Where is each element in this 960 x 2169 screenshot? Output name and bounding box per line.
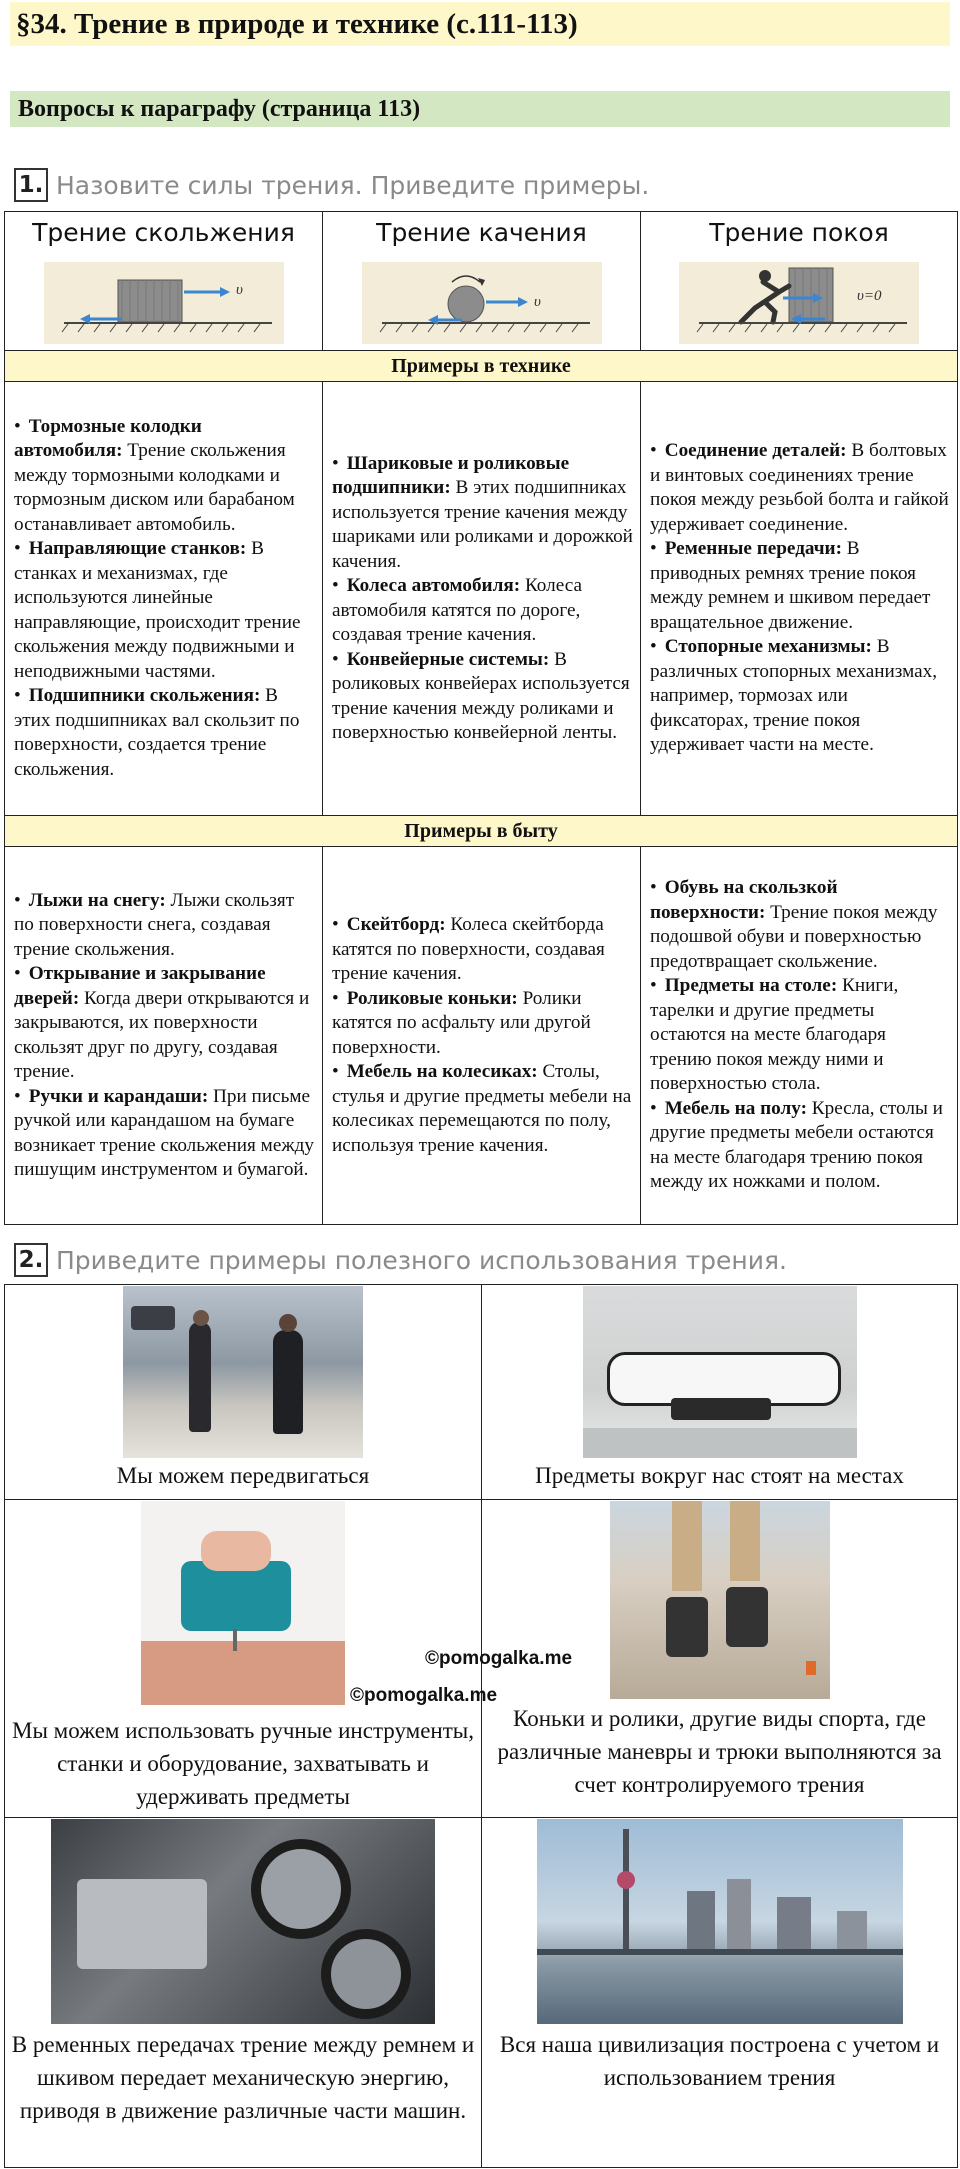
watermark: ©pomogalka.me bbox=[425, 1648, 573, 1669]
example-term: Мебель на полу: bbox=[664, 1097, 807, 1119]
city-skyline-photo bbox=[537, 1819, 903, 2024]
example-item bbox=[650, 439, 950, 537]
friction-types-table bbox=[4, 211, 958, 1225]
example-term: Мебель на колесиках: bbox=[346, 1061, 538, 1082]
example-item bbox=[14, 537, 315, 684]
examples-column bbox=[5, 847, 323, 1225]
example-text: В роликовых конвейерах используется трение качения между роликами и поверхностью конвейерной ленты. bbox=[332, 648, 630, 743]
example-term: Открывание и закрывание дверей: bbox=[14, 963, 266, 1009]
example-item bbox=[14, 889, 315, 963]
section-heading: Вопросы к параграфу (страница 113) bbox=[10, 91, 950, 127]
band-everyday: Примеры в быту bbox=[5, 816, 958, 847]
example-term: Обувь на скользкой поверхности: bbox=[650, 877, 838, 923]
example-term: Стопорные механизмы: bbox=[664, 636, 872, 658]
caption: Мы можем передвигаться bbox=[116, 1463, 370, 1488]
example-term: Шариковые и роликовые подшипники: bbox=[332, 452, 570, 498]
cell-tools bbox=[5, 1500, 482, 1818]
example-text: Когда двери открываются и закрываются, их поверхности скользят друг по другу, создавая трение. bbox=[14, 987, 310, 1082]
svg-text:υ: υ bbox=[235, 282, 243, 298]
example-term: Тормозные колодки автомобиля: bbox=[14, 415, 202, 462]
example-item bbox=[650, 635, 950, 758]
example-text: При письме ручкой или карандашом на бумаге возникает трение скольжения между пишущим инструментом и бумагой. bbox=[14, 1085, 314, 1180]
page-title: §34. Трение в природе и технике (с.111-113) bbox=[10, 2, 950, 46]
example-text: В болтовых и винтовых соединениях трение покоя между резьбой болта и гайкой удерживает соединение. bbox=[650, 440, 949, 535]
header-sliding-friction bbox=[5, 212, 323, 351]
svg-text:υ: υ bbox=[533, 294, 541, 310]
example-text: Трение покоя между подошвой обуви и поверхностью предотвращает скольжение. bbox=[650, 901, 938, 972]
example-text: Столы, стулья и другие предметы мебели на колесиках перемещаются по полу, используя трение качения. bbox=[332, 1061, 632, 1156]
example-term: Предметы на столе: bbox=[664, 975, 838, 997]
jigsaw-photo bbox=[141, 1501, 345, 1705]
rolling-friction-diagram bbox=[362, 262, 602, 344]
header-rolling-friction bbox=[323, 212, 641, 351]
example-term: Ручки и карандаши: bbox=[28, 1085, 209, 1107]
example-item bbox=[14, 1085, 315, 1183]
question-number: 1. bbox=[14, 168, 48, 202]
useful-friction-table bbox=[4, 1284, 958, 2168]
example-item bbox=[332, 648, 633, 746]
example-text: Ролики катятся по асфальту или другой поверхности. bbox=[332, 987, 591, 1058]
example-item bbox=[332, 913, 633, 987]
cell-furniture bbox=[482, 1285, 958, 1500]
question-text: Назовите силы трения. Приведите примеры. bbox=[56, 171, 650, 200]
white-sofa-photo bbox=[583, 1286, 857, 1458]
watermark: ©pomogalka.me bbox=[350, 1685, 498, 1706]
example-item bbox=[650, 974, 950, 1097]
example-term: Конвейерные системы: bbox=[346, 648, 550, 670]
svg-text:υ=0: υ=0 bbox=[857, 288, 882, 304]
header-static-friction bbox=[641, 212, 958, 351]
technology-examples-row bbox=[5, 382, 958, 816]
band-technology: Примеры в технике bbox=[5, 351, 958, 382]
sliding-friction-diagram bbox=[44, 262, 284, 344]
header-label: Трение скольжения bbox=[32, 218, 295, 247]
example-text: Колеса автомобиля катятся по дороге, создавая трение качения. bbox=[332, 575, 582, 645]
example-text: Кресла, столы и другие предметы мебели остаются на месте благодаря трению покоя между их ножками и полом. bbox=[650, 1097, 943, 1193]
example-item bbox=[332, 452, 633, 575]
example-item bbox=[14, 962, 315, 1085]
examples-column bbox=[641, 847, 958, 1225]
question-text: Приведите примеры полезного использования трения. bbox=[56, 1246, 787, 1275]
example-term: Скейтборд: bbox=[346, 914, 446, 935]
example-text: Трение скольжения между тормозными колодками и тормозным диском или барабаном останавливает автомобиль. bbox=[14, 440, 295, 535]
cell-civilization bbox=[482, 1818, 958, 2168]
example-text: Лыжи скользят по поверхности снега, создавая трение скольжения. bbox=[14, 889, 295, 960]
caption: Вся наша цивилизация построена с учетом и использованием трения bbox=[499, 2032, 940, 2090]
example-term: Подшипники скольжения: bbox=[28, 685, 261, 707]
examples-column bbox=[641, 382, 958, 816]
cell-walking bbox=[5, 1285, 482, 1500]
example-item bbox=[650, 1097, 950, 1195]
static-friction-diagram bbox=[679, 262, 919, 344]
example-text: В различных стопорных механизмах, например, тормозах или фиксаторах, трение покоя удерживает части на месте. bbox=[650, 636, 938, 756]
caption: Мы можем использовать ручные инструменты, станки и оборудование, захватывать и удерживать предметы bbox=[12, 1718, 474, 1809]
caption: Предметы вокруг нас стоят на местах bbox=[535, 1463, 904, 1488]
example-term: Соединение деталей: bbox=[664, 440, 847, 462]
example-item bbox=[14, 684, 315, 782]
everyday-examples-row bbox=[5, 847, 958, 1225]
example-item bbox=[332, 574, 633, 648]
engine-belt-photo bbox=[51, 1819, 435, 2024]
example-text: В этих подшипниках используется трение качения между шариками или роликами и дорожкой качения. bbox=[332, 477, 633, 572]
question-1 bbox=[14, 168, 649, 204]
example-text: Колеса скейтборда катятся по поверхности, создавая трение качения. bbox=[332, 914, 605, 984]
example-text: Книги, тарелки и другие предметы остаются на месте благодаря трению покоя между ними и поверхностью стола. bbox=[650, 975, 899, 1095]
example-text: В приводных ремнях трение покоя между ремнем и шкивом передает вращательное движение. bbox=[650, 538, 931, 633]
example-term: Ременные передачи: bbox=[664, 538, 842, 560]
example-item bbox=[332, 987, 633, 1061]
example-item bbox=[650, 537, 950, 635]
example-term: Лыжи на снегу: bbox=[28, 889, 166, 911]
examples-column bbox=[323, 382, 641, 816]
example-term: Направляющие станков: bbox=[28, 538, 247, 560]
roller-skates-photo bbox=[610, 1501, 830, 1699]
examples-column bbox=[323, 847, 641, 1225]
header-label: Трение покоя bbox=[709, 218, 889, 247]
question-number: 2. bbox=[14, 1243, 48, 1277]
example-term: Колеса автомобиля: bbox=[346, 575, 521, 596]
header-label: Трение качения bbox=[376, 218, 587, 247]
example-item bbox=[650, 876, 950, 974]
pedestrians-photo bbox=[123, 1286, 363, 1458]
example-term: Роликовые коньки: bbox=[346, 987, 518, 1009]
caption: Коньки и ролики, другие виды спорта, где различные маневры и трюки выполняются за счет контролируемого трения bbox=[497, 1706, 942, 1797]
question-2 bbox=[14, 1243, 787, 1279]
cell-belt-drive bbox=[5, 1818, 482, 2168]
caption: В ременных передачах трение между ремнем и шкивом передает механическую энергию, приводя в движение различные части машин. bbox=[11, 2032, 475, 2123]
example-item bbox=[14, 415, 315, 538]
example-item bbox=[332, 1060, 633, 1158]
example-text: В этих подшипниках вал скользит по поверхности, создается трение скольжения. bbox=[14, 685, 300, 780]
example-text: В станках и механизмах, где используются линейные направляющие, происходит трение скольжения между подвижными и неподвижными частями. bbox=[14, 538, 301, 682]
examples-column bbox=[5, 382, 323, 816]
